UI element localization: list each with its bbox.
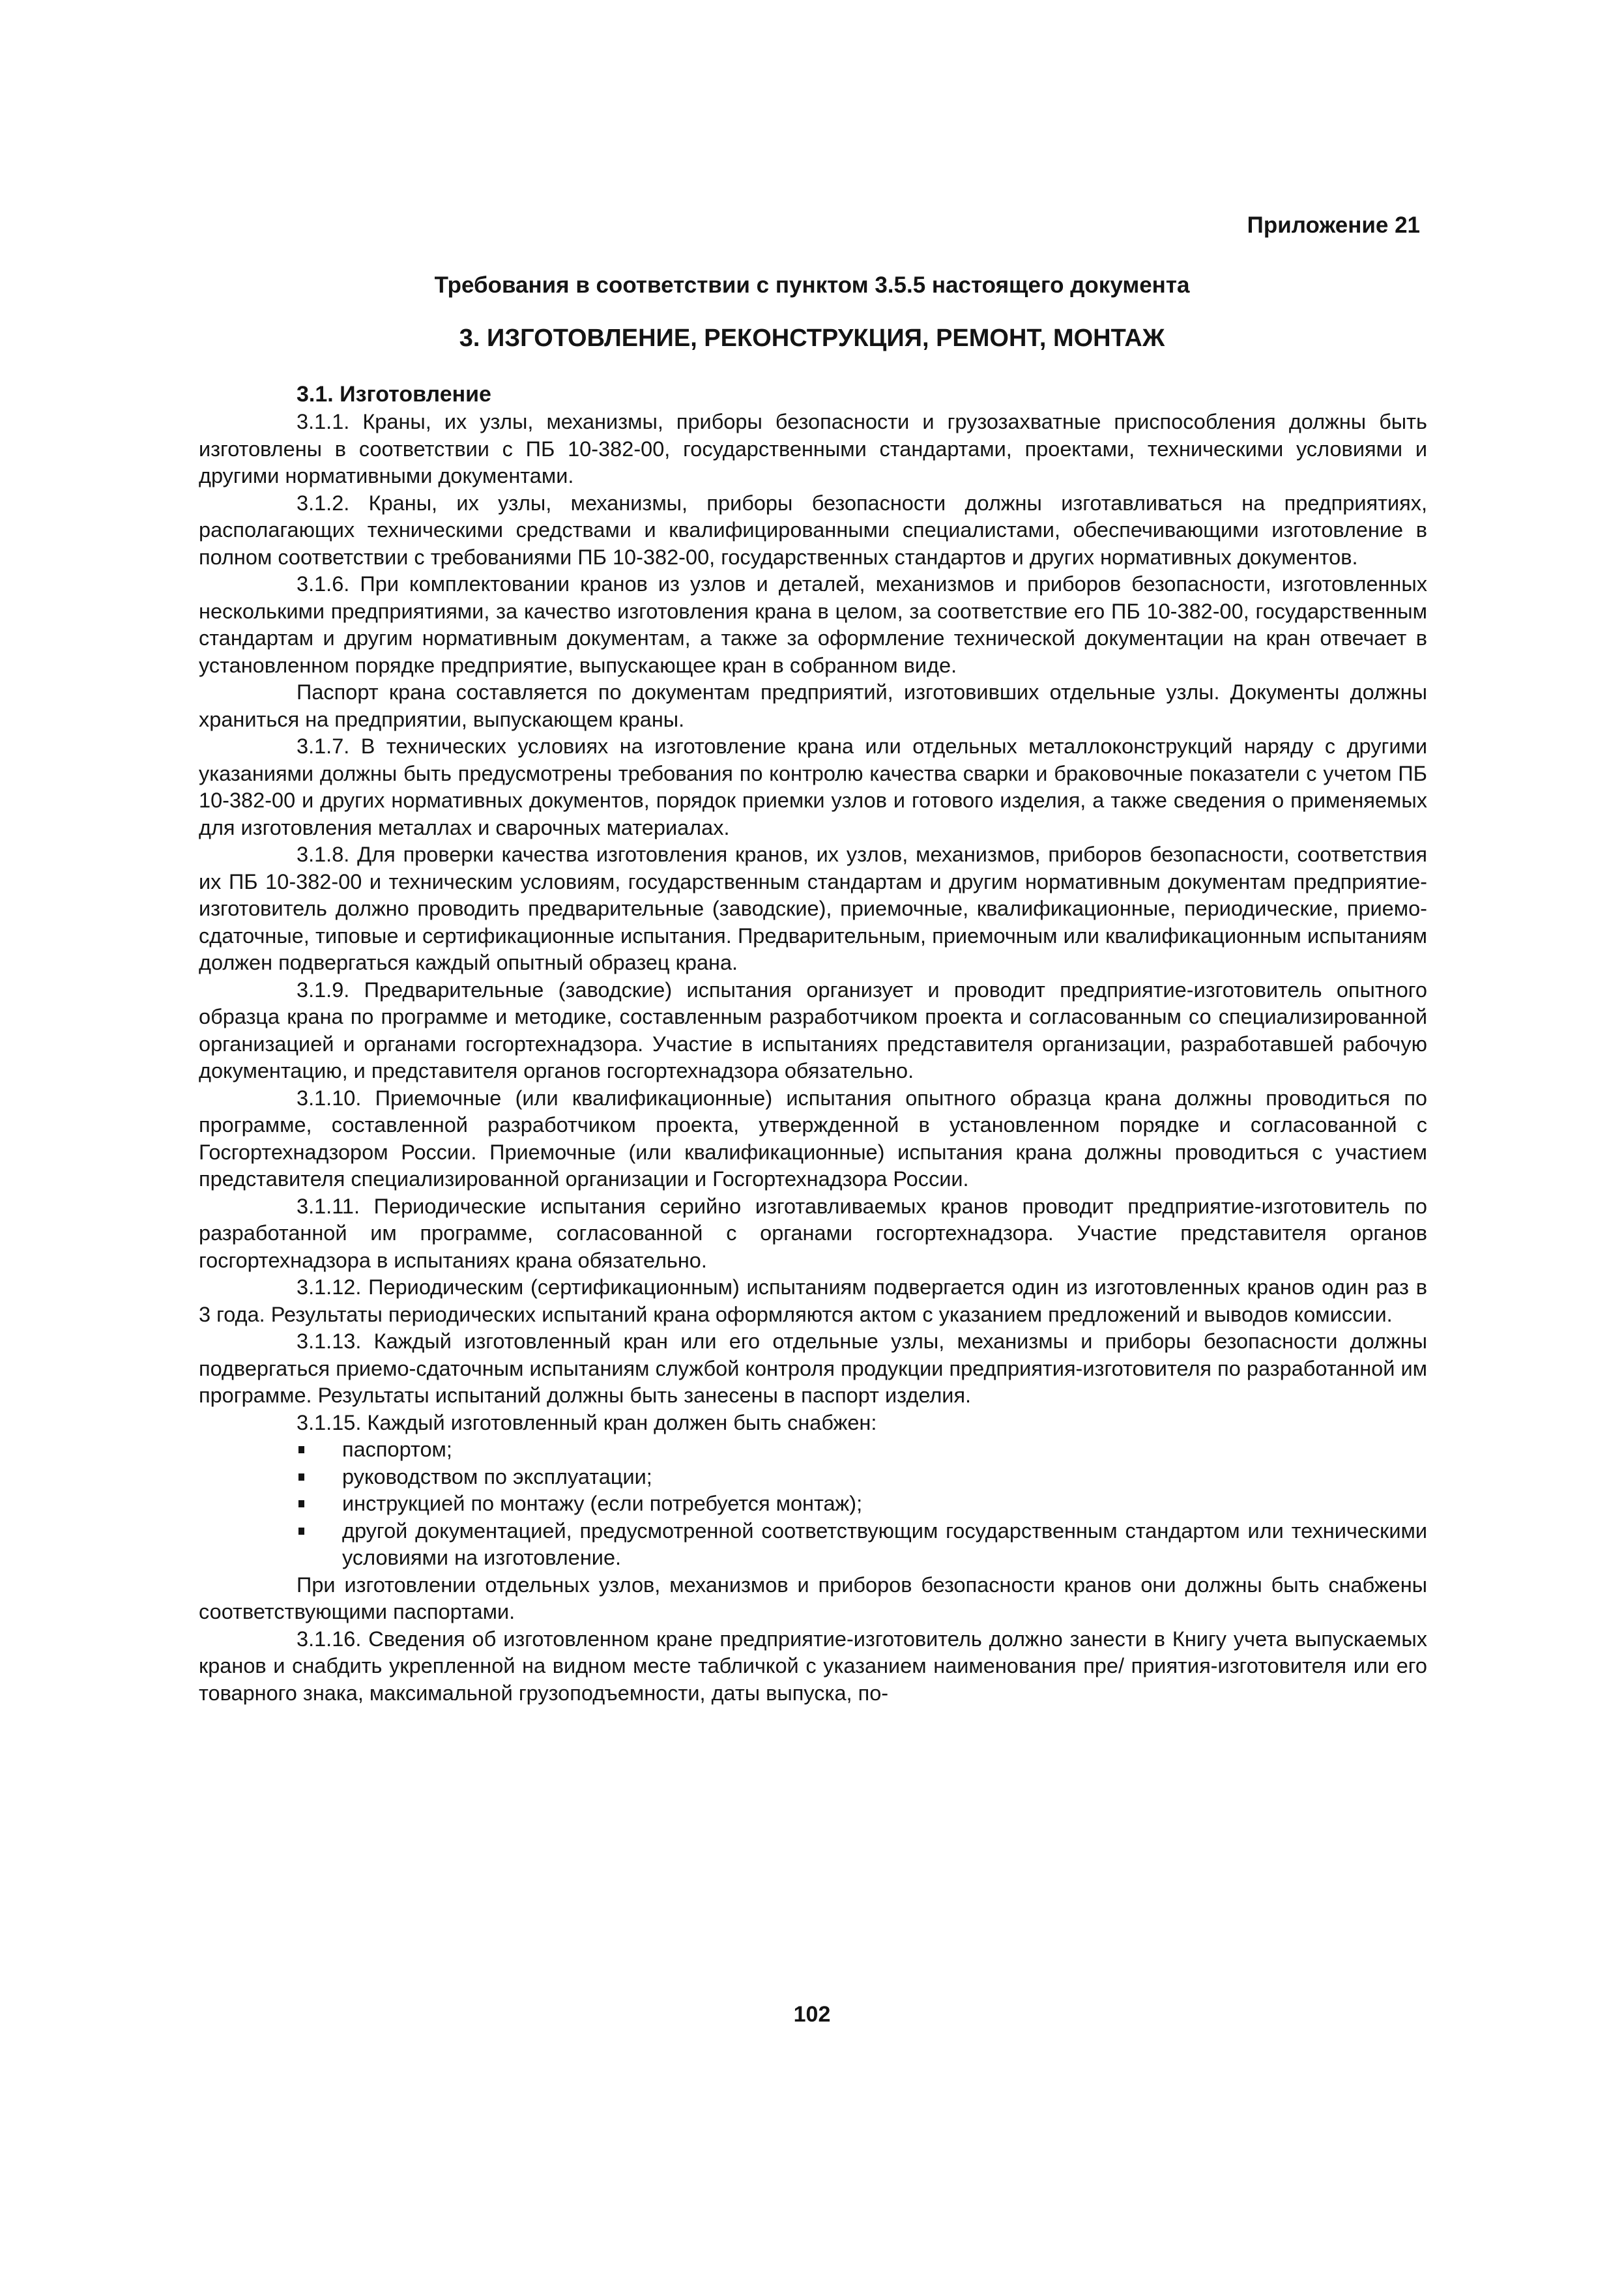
list-item [297, 1490, 1427, 1518]
paragraph-components-passports: При изготовлении отдельных узлов, механизмов и приборов безопасности кранов они должны быть снабжены соответствующими паспортами. [199, 1573, 1427, 1623]
paragraph-3-1-13: 3.1.13. Каждый изготовленный кран или его отдельные узлы, механизмы и приборы безопасности должны подвергаться приемо-сдаточным испытаниям службой контроля продукции предприятия-изготовителя по разработанной им программе. Результаты испытаний должны быть занесены в паспорт изделия. [199, 1329, 1427, 1407]
paragraph-3-1-15: 3.1.15. Каждый изготовленный кран должен быть снабжен: [297, 1410, 877, 1434]
subsection-heading: 3.1. Изготовление [297, 382, 491, 407]
list-item [297, 1436, 1427, 1464]
appendix-label: Приложение 21 [1247, 212, 1420, 238]
paragraph-passport: Паспорт крана составляется по документам предприятий, изготовивших отдельные узлы. Документы должны храниться на предприятии, выпускающем краны. [199, 680, 1427, 731]
body-text [199, 381, 1427, 1707]
paragraph-3-1-8: 3.1.8. Для проверки качества изготовления кранов, их узлов, механизмов, приборов безопасности, соответствия их ПБ 10-382-00 и техническим условиям, государственным стандартам и другим нормативным документам предприятие-изготовитель должно проводить предварительные (заводские), приемочные, квалификационные, периодические, приемо-сдаточные, типовые и сертификационные испытания. Предварительным, приемочным или квалификационным испытаниям должен подвергаться каждый опытный образец крана. [199, 843, 1427, 974]
paragraph-3-1-6: 3.1.6. При комплектовании кранов из узлов и деталей, механизмов и приборов безопасности, изготовленных несколькими предприятиями, за качество изготовления крана в целом, за соответствие его ПБ 10-382-00, государственным стандартам и другим нормативным документам, а также за оформление технической документации на кран отвечает в установленном порядке предприятие, выпускающее кран в собранном виде. [199, 572, 1427, 677]
section-heading: 3. ИЗГОТОВЛЕНИЕ, РЕКОНСТРУКЦИЯ, РЕМОНТ, МОНТАЖ [459, 325, 1165, 352]
paragraph-3-1-12: 3.1.12. Периодическим (сертификационным) испытаниям подвергается один из изготовленных кранов один раз в 3 года. Результаты периодических испытаний крана оформляются актом с указанием предложений и выводов комиссии. [199, 1275, 1427, 1326]
list-item [297, 1518, 1427, 1572]
list-item-text: инструкцией по монтажу (если потребуется монтаж); [342, 1492, 863, 1515]
square-bullet-icon [298, 1446, 304, 1453]
square-bullet-icon [298, 1528, 304, 1535]
square-bullet-icon [298, 1500, 304, 1507]
paragraph-3-1-10: 3.1.10. Приемочные (или квалификационные) испытания опытного образца крана должны проводиться по программе, составленной разработчиком проекта, утвержденной в установленном порядке и согласованной с Госгортехнадзором России. Приемочные (или квалификационные) испытания крана должны проводиться с участием представителя специализированной организации и Госгортехнадзора России. [199, 1086, 1427, 1191]
square-bullet-icon [298, 1473, 304, 1481]
list-item [297, 1464, 1427, 1491]
paragraph-3-1-7: 3.1.7. В технических условиях на изготовление крана или отдельных металлоконструкций наряду с другими указаниями должны быть предусмотрены требования по контролю качества сварки и браковочные показатели с учетом ПБ 10-382-00 и других нормативных документов, порядок приемки узлов и готового изделия, а также сведения о применяемых для изготовления металлах и сварочных материалах. [199, 734, 1427, 839]
page-number: 102 [793, 2002, 831, 2027]
paragraph-3-1-11: 3.1.11. Периодические испытания серийно изготавливаемых кранов проводит предприятие-изготовитель по разработанной им программе, согласованной с органами госгортехнадзора. Участие представителя органов госгортехнадзора в испытаниях крана обязательно. [199, 1194, 1427, 1272]
list-item-text: руководством по эксплуатации; [342, 1464, 652, 1488]
paragraph-3-1-1: 3.1.1. Краны, их узлы, механизмы, приборы безопасности и грузозахватные приспособления должны быть изготовлены в соответствии с ПБ 10-382-00, государственными стандартами, проектами, техническими условиями и другими нормативными документами. [199, 410, 1427, 487]
bullet-list [199, 1436, 1427, 1572]
list-item-text: другой документацией, предусмотренной соответствующим государственным стандартом или техническими условиями на изготовление. [342, 1518, 1427, 1569]
paragraph-3-1-16: 3.1.16. Сведения об изготовленном кране предприятие-изготовитель должно занести в Книгу учета выпускаемых кранов и снабдить укрепленной на видном месте табличкой с указанием наименования пре/ приятия-изготовителя или его товарного знака, максимальной грузоподъемности, даты выпуска, по- [199, 1627, 1427, 1705]
paragraph-3-1-9: 3.1.9. Предварительные (заводские) испытания организует и проводит предприятие-изготовитель опытного образца крана по программе и методике, составленным разработчиком проекта и согласованным со специализированной организацией и органами госгортехнадзора. Участие в испытаниях представителя организации, разработавшей рабочую документацию, и представителя органов госгортехнадзора обязательно. [199, 978, 1427, 1082]
paragraph-3-1-2: 3.1.2. Краны, их узлы, механизмы, приборы безопасности должны изготавливаться на предприятиях, располагающих техническими средствами и квалифицированными специалистами, обеспечивающими изготовление в полном соответствии с требованиями ПБ 10-382-00, государственных стандартов и других нормативных документов. [199, 491, 1427, 569]
document-title: Требования в соответствии с пунктом 3.5.5 настоящего документа [434, 272, 1190, 298]
list-item-text: паспортом; [342, 1438, 452, 1461]
